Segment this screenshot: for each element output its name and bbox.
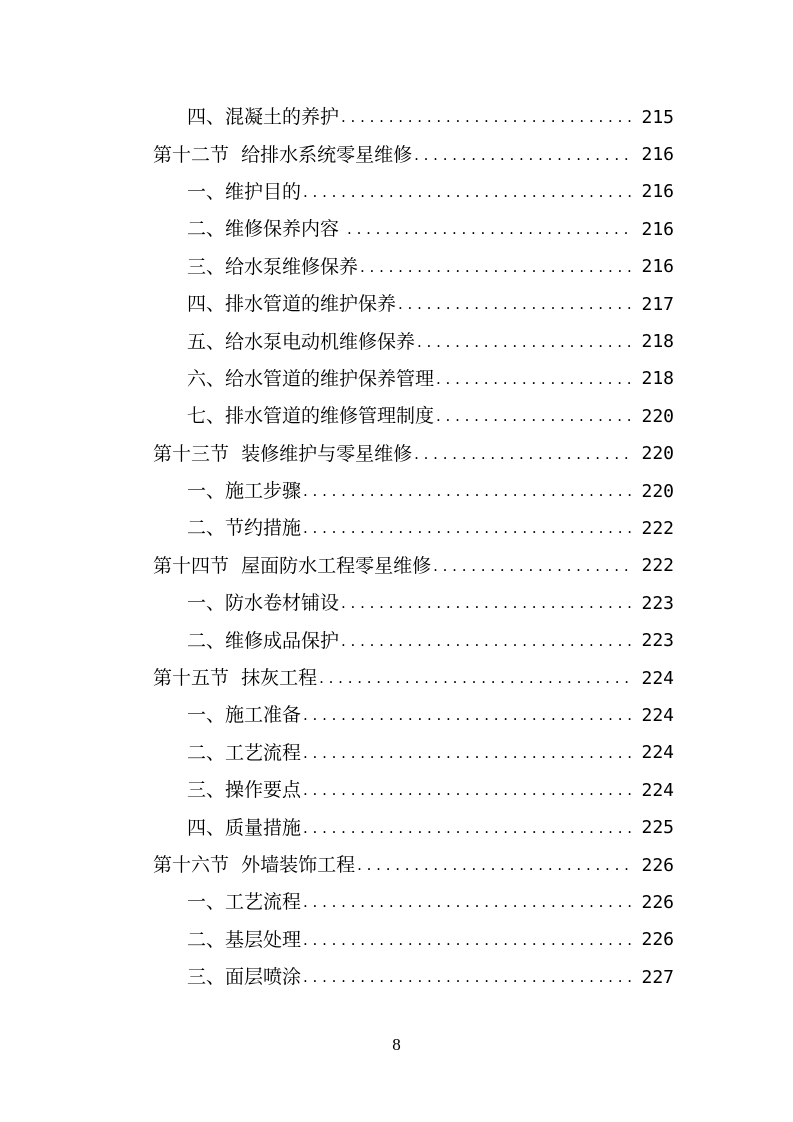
toc-leader-dots (398, 297, 631, 312)
toc-entry-page-number: 216 (641, 144, 674, 166)
toc-entry-page-number: 223 (641, 592, 674, 614)
toc-section-entry[interactable] (0, 548, 793, 585)
toc-entry-label: 二、基层处理 (187, 928, 302, 951)
toc-entry-page-number: 217 (641, 293, 674, 315)
toc-item-entry[interactable] (0, 473, 793, 510)
toc-entry-label: 三、操作要点 (187, 779, 302, 802)
toc-leader-dots (303, 895, 631, 910)
toc-entry-page-number: 220 (641, 405, 674, 427)
toc-entry-label: 六、给水管道的维护保养管理 (187, 367, 435, 390)
toc-leader-dots (303, 933, 631, 948)
toc-entry-label: 三、面层喷涂 (187, 966, 302, 989)
toc-leader-dots (303, 783, 631, 798)
toc-leader-dots (341, 596, 631, 611)
toc-item-entry[interactable] (0, 286, 793, 323)
toc-entry-page-number: 215 (641, 106, 674, 128)
toc-item-entry[interactable] (0, 323, 793, 360)
toc-entry-page-number: 220 (641, 443, 674, 465)
toc-leader-dots (414, 447, 631, 462)
toc-item-entry[interactable] (0, 585, 793, 622)
toc-item-entry[interactable] (0, 361, 793, 398)
toc-entry-page-number: 222 (641, 555, 674, 577)
toc-item-entry[interactable] (0, 772, 793, 809)
toc-item-entry[interactable] (0, 697, 793, 734)
toc-leader-dots (341, 110, 631, 125)
toc-leader-dots (417, 335, 631, 350)
toc-leader-dots (303, 185, 631, 200)
toc-entry-label: 二、工艺流程 (187, 741, 302, 764)
toc-section-entry[interactable] (0, 136, 793, 173)
toc-item-entry[interactable] (0, 99, 793, 136)
toc-entry-page-number: 216 (641, 256, 674, 278)
toc-entry-page-number: 220 (641, 480, 674, 502)
toc-entry-page-number: 223 (641, 630, 674, 652)
toc-entry-label: 一、维护目的 (187, 180, 302, 203)
toc-leader-dots (341, 634, 631, 649)
toc-entry-page-number: 225 (641, 817, 674, 839)
table-of-contents (0, 99, 793, 996)
toc-entry-label: 二、维修保养内容 (187, 218, 346, 241)
toc-entry-label: 一、施工步骤 (187, 480, 302, 503)
toc-item-entry[interactable] (0, 398, 793, 435)
toc-item-entry[interactable] (0, 622, 793, 659)
toc-leader-dots (303, 708, 631, 723)
toc-leader-dots (303, 521, 631, 536)
toc-entry-label: 第十三节 装修维护与零星维修 (153, 442, 413, 465)
toc-entry-label: 一、防水卷材铺设 (187, 592, 340, 615)
toc-entry-page-number: 224 (641, 667, 674, 689)
toc-leader-dots (433, 559, 631, 574)
toc-item-entry[interactable] (0, 211, 793, 248)
toc-item-entry[interactable] (0, 884, 793, 921)
toc-entry-page-number: 224 (641, 704, 674, 726)
toc-leader-dots (319, 671, 631, 686)
toc-item-entry[interactable] (0, 809, 793, 846)
toc-entry-page-number: 227 (641, 966, 674, 988)
toc-entry-label: 四、混凝土的养护 (187, 106, 340, 129)
toc-entry-page-number: 226 (641, 929, 674, 951)
toc-leader-dots (357, 858, 631, 873)
toc-leader-dots (303, 821, 631, 836)
toc-item-entry[interactable] (0, 922, 793, 959)
page-number: 8 (392, 1035, 401, 1054)
toc-entry-label: 二、节约措施 (187, 517, 302, 540)
toc-section-entry[interactable] (0, 847, 793, 884)
toc-leader-dots (436, 409, 631, 424)
toc-item-entry[interactable] (0, 510, 793, 547)
toc-entry-page-number: 218 (641, 331, 674, 353)
toc-entry-label: 五、给水泵电动机维修保养 (187, 330, 416, 353)
toc-entry-page-number: 216 (641, 181, 674, 203)
toc-entry-label: 一、施工准备 (187, 704, 302, 727)
toc-entry-page-number: 216 (641, 218, 674, 240)
toc-entry-label: 七、排水管道的维修管理制度 (187, 405, 435, 428)
toc-entry-page-number: 224 (641, 779, 674, 801)
toc-entry-label: 一、工艺流程 (187, 891, 302, 914)
toc-section-entry[interactable] (0, 660, 793, 697)
toc-leader-dots (347, 222, 631, 237)
toc-entry-page-number: 222 (641, 517, 674, 539)
toc-entry-page-number: 226 (641, 891, 674, 913)
toc-entry-label: 三、给水泵维修保养 (187, 255, 359, 278)
toc-leader-dots (360, 260, 631, 275)
toc-leader-dots (303, 970, 631, 985)
toc-entry-page-number: 218 (641, 368, 674, 390)
toc-leader-dots (414, 148, 631, 163)
toc-leader-dots (303, 746, 631, 761)
toc-entry-label: 二、维修成品保护 (187, 629, 340, 652)
toc-leader-dots (303, 484, 631, 499)
toc-item-entry[interactable] (0, 735, 793, 772)
toc-entry-page-number: 224 (641, 742, 674, 764)
toc-entry-label: 第十六节 外墙装饰工程 (153, 854, 356, 876)
toc-entry-label: 四、质量措施 (187, 816, 302, 839)
toc-item-entry[interactable] (0, 174, 793, 211)
toc-leader-dots (436, 372, 631, 387)
toc-entry-label: 第十二节 给排水系统零星维修 (153, 143, 413, 166)
toc-entry-label: 第十四节 屋面防水工程零星维修 (153, 554, 432, 577)
toc-entry-label: 第十五节 抹灰工程 (153, 667, 318, 690)
toc-item-entry[interactable] (0, 959, 793, 996)
toc-entry-page-number: 226 (641, 854, 674, 876)
toc-entry-label: 四、排水管道的维护保养 (187, 293, 397, 316)
toc-item-entry[interactable] (0, 249, 793, 286)
toc-section-entry[interactable] (0, 436, 793, 473)
